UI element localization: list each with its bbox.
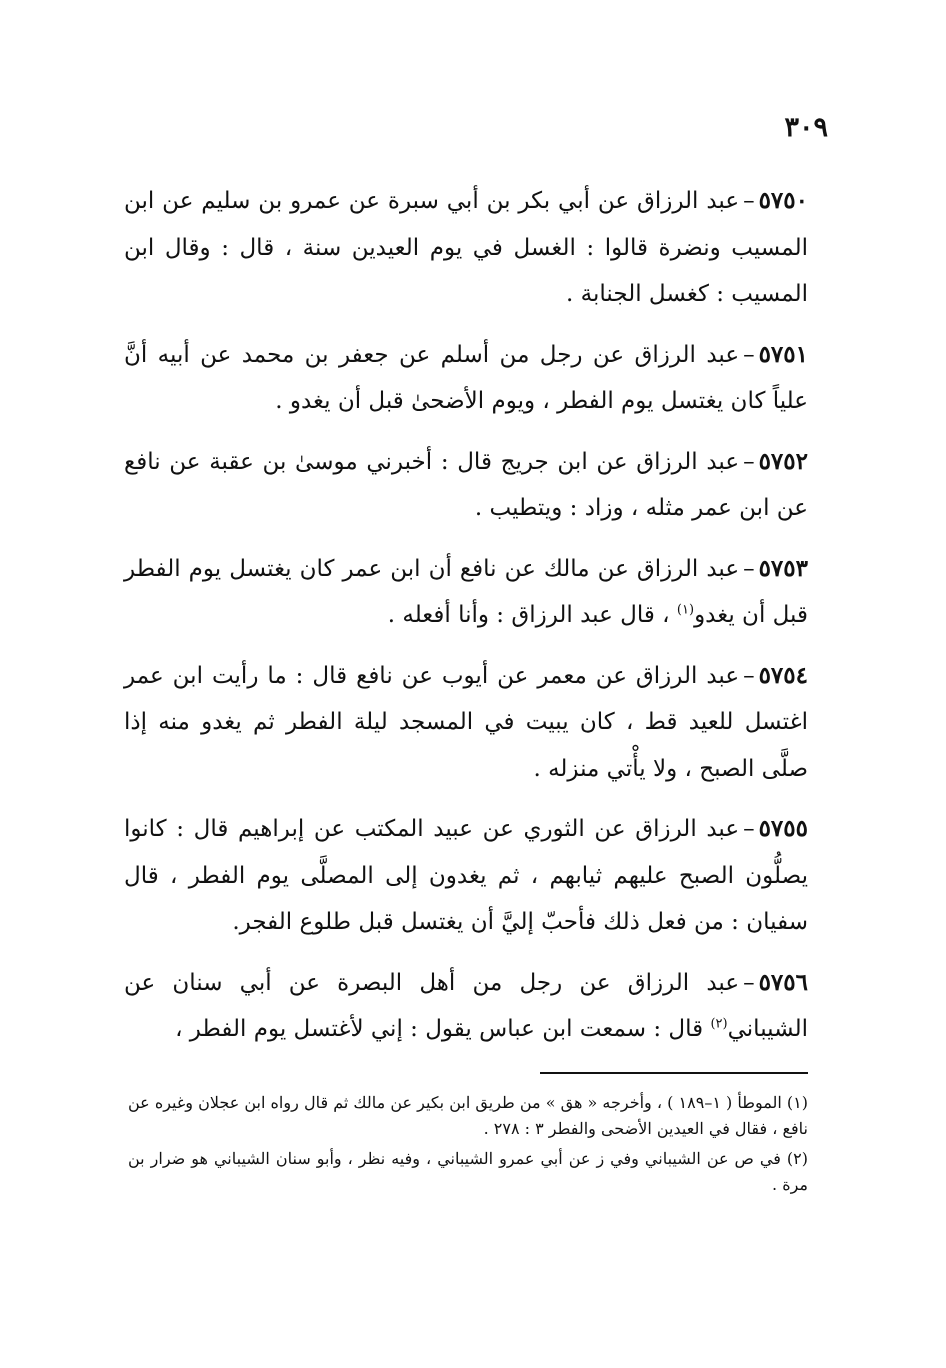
- entry-number: ٥٧٥٣: [758, 554, 808, 582]
- hadith-entry: [124, 332, 808, 425]
- entry-number: ٥٧٥٦: [758, 968, 808, 996]
- footnote-reference: (١): [676, 602, 695, 618]
- footnote: (١) الموطأ ( ١–١٨٩ ) ، وأخرجه « هق » من طريق ابن بكير عن مالك ثم قال رواه ابن عجلان وغيره عن نافع ، فقال في العيدين الأضحى والفطر ٣ : ٢٧٨ .: [128, 1093, 809, 1138]
- hadith-entry: [124, 806, 808, 946]
- entry-dash: –: [743, 662, 755, 689]
- entry-number: ٥٧٥٤: [758, 661, 808, 689]
- entry-dash: –: [743, 969, 755, 996]
- entry-text: عبد الرزاق عن رجل من أسلم عن جعفر بن محمد عن أبيه أنَّ علياً كان يغتسل يوم الفطر ، ويوم الأضحىٰ قبل أن يغدو .: [124, 341, 808, 414]
- entry-text: عبد الرزاق عن الثوري عن عبيد المكتب عن إبراهيم قال : كانوا يصلُّون الصبح عليهم ثيابهم ، ثم يغدون إلى المصلَّى يوم الفطر ، قال سفيان : من فعل ذلك فأحبّ إليَّ أن يغتسل قبل طلوع الفجر.: [124, 816, 808, 935]
- entry-dash: –: [743, 341, 755, 368]
- entry-text: عبد الرزاق عن رجل من أهل البصرة عن أبي سنان عن الشيباني: [124, 969, 808, 1042]
- entry-dash: –: [743, 816, 755, 842]
- entry-text: عبد الرزاق عن معمر عن أيوب عن نافع قال : ما رأيت ابن عمر اغتسل للعيد قط ، كان يبيت في المسجد ليلة الفطر ثم يغدو منه إذا صلَّى الصبح ، ولا يأْتي منزله .: [124, 662, 808, 782]
- entry-number: ٥٧٥٢: [758, 447, 808, 475]
- page-number: ٣٠٩: [784, 112, 828, 143]
- footnote-separator: [540, 1072, 808, 1074]
- entry-number: ٥٧٥١: [758, 340, 808, 368]
- entry-dash: –: [743, 448, 755, 475]
- body-text: [124, 178, 808, 1067]
- entry-number: ٥٧٥٠: [758, 187, 808, 214]
- hadith-entry: [124, 546, 808, 639]
- hadith-entry: [124, 439, 808, 532]
- entry-text-continued: قال : سمعت ابن عباس يقول : إني لأغتسل يوم الفطر ،: [175, 1016, 704, 1042]
- entry-number: ٥٧٥٥: [758, 815, 808, 842]
- entry-dash: –: [743, 188, 755, 214]
- entry-text-continued: ، قال عبد الرزاق : وأنا أفعله .: [387, 602, 670, 628]
- footnote: (٢) في ص عن الشيباني وفي ز عن أبي عمرو الشيباني ، وفيه نظر ، وأبو سنان الشيباني هو ضرار بن مرة .: [128, 1149, 808, 1194]
- hadith-entry: [124, 178, 808, 318]
- hadith-entry: [124, 960, 808, 1053]
- footnotes: [128, 1090, 808, 1202]
- hadith-entry: [124, 653, 808, 793]
- entry-text: عبد الرزاق عن مالك عن نافع أن ابن عمر كان يغتسل يوم الفطر قبل أن يغدو: [124, 555, 808, 628]
- entry-dash: –: [743, 555, 755, 582]
- footnote-reference: (٢): [710, 1016, 728, 1032]
- entry-text: عبد الرزاق عن أبي بكر بن أبي سبرة عن عمرو بن سليم عن ابن المسيب ونضرة قالوا : الغسل في يوم العيدين سنة ، قال : وقال ابن المسيب : كغسل الجنابة .: [124, 188, 808, 307]
- entry-text: عبد الرزاق عن ابن جريج قال : أخبرني موسىٰ بن عقبة عن نافع عن ابن عمر مثله ، وزاد : ويتطيب .: [124, 448, 808, 521]
